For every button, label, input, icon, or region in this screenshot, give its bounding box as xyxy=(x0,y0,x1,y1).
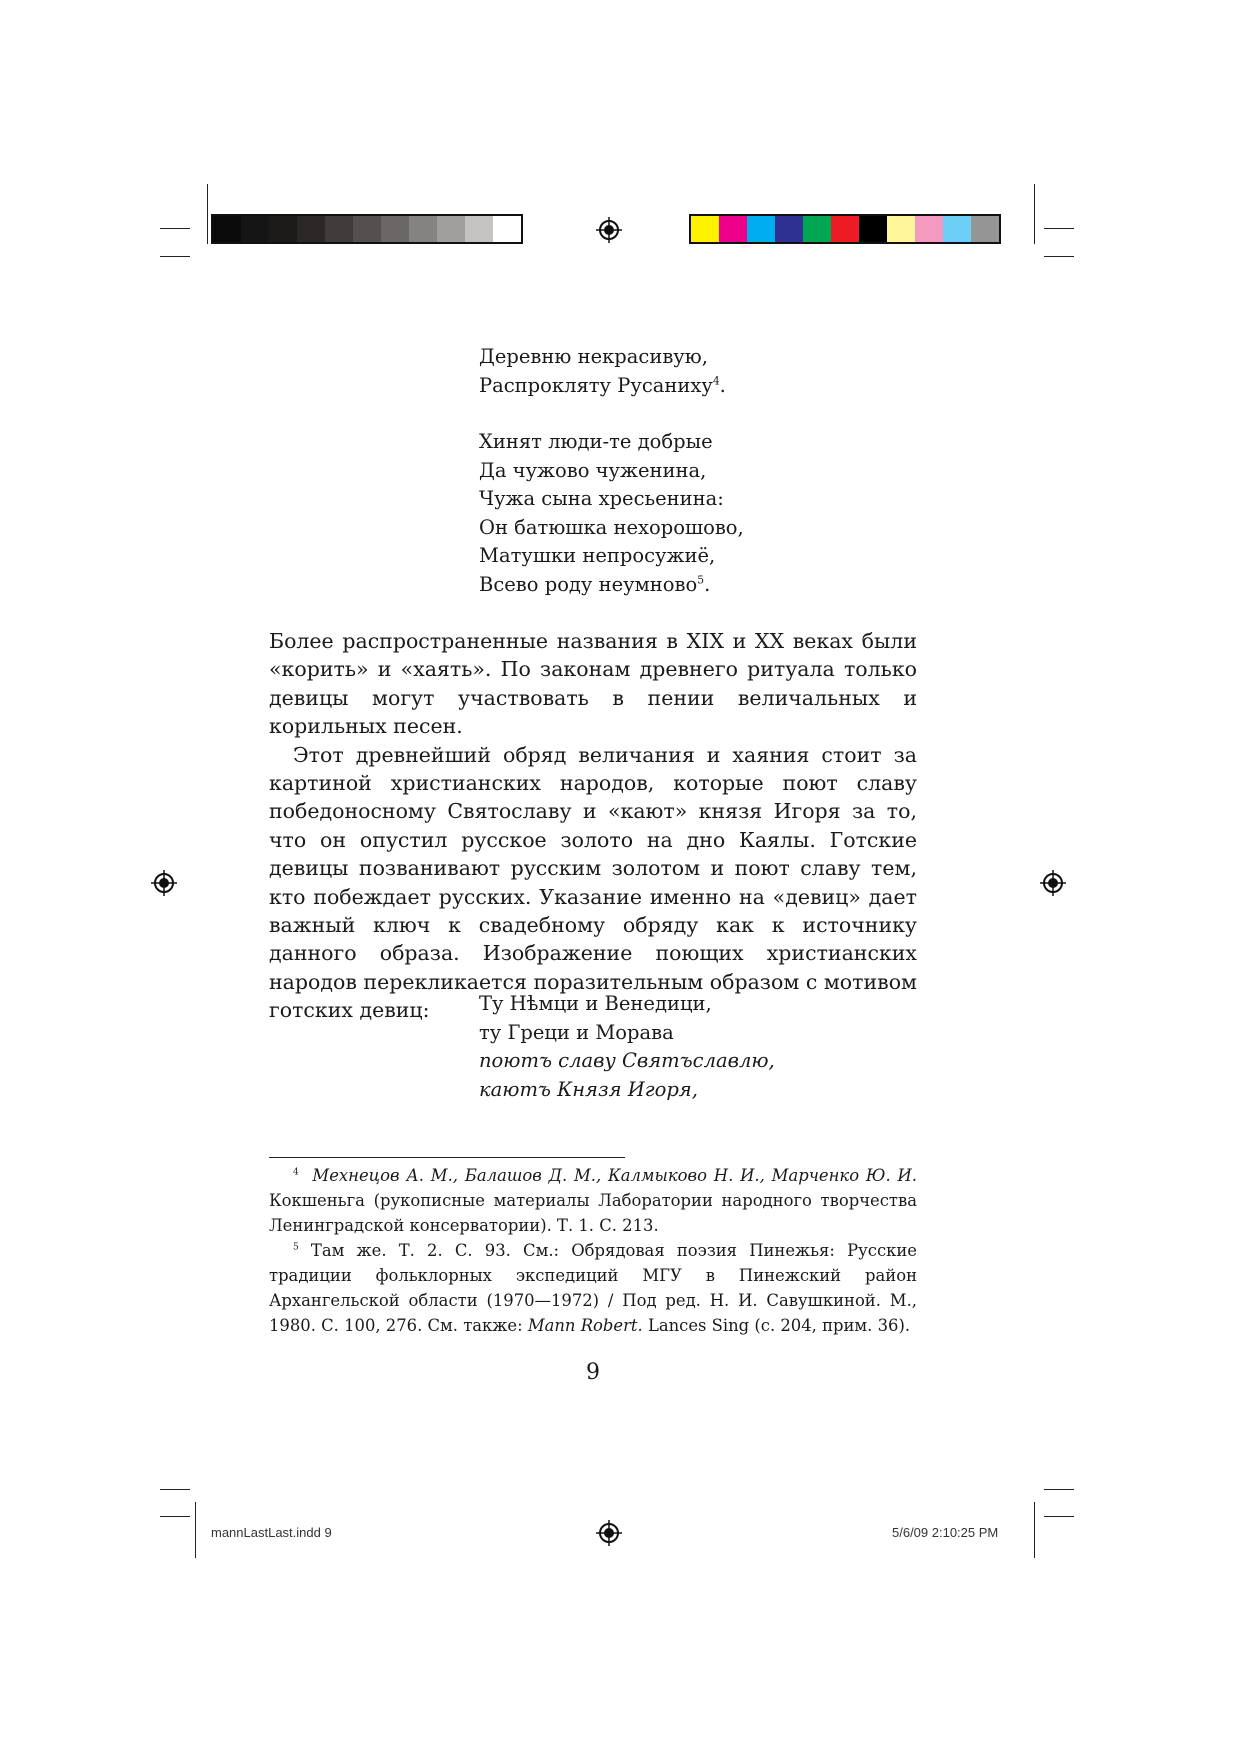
verse-stanza-1 xyxy=(479,343,726,400)
verse-stanza-2 xyxy=(479,428,744,599)
crop-mark xyxy=(207,184,208,244)
verse-line: Ту Нѣмци и Венедици, xyxy=(479,992,712,1015)
crop-mark xyxy=(160,228,190,229)
crop-mark xyxy=(1044,228,1074,229)
color-swatch xyxy=(803,216,831,242)
color-swatch xyxy=(437,216,465,242)
color-swatch xyxy=(241,216,269,242)
verse-line: Да чужово чуженина, xyxy=(479,458,707,482)
crop-mark xyxy=(160,1489,190,1490)
paragraph: Этот древнейший обряд величания и хаяния стоит за картиной христианских народов, которые поют славу победоносному Святославу и «кают» князя Игоря за то, что он опустил русское золото на дно Каялы. Готские девицы позванивают русским золотом и поют славу тем, кто побеждает русских. Указание именно на «девиц» дает важный ключ к свадебному обряду как к источнику данного образа. Изображение поющих христианских народов перекликается поразительным образом с мотивом готских девиц: xyxy=(269,742,917,1023)
footnote-number: 5 xyxy=(293,1242,299,1253)
registration-mark-icon xyxy=(596,1520,622,1546)
verse-line: каютъ Князя Игоря, xyxy=(479,1077,698,1101)
footnote-ref[interactable]: 4 xyxy=(712,374,720,387)
color-swatch xyxy=(325,216,353,242)
color-swatch xyxy=(859,216,887,242)
color-swatch xyxy=(465,216,493,242)
color-swatch xyxy=(719,216,747,242)
color-swatch xyxy=(887,216,915,242)
color-swatch xyxy=(213,216,241,242)
color-swatch xyxy=(691,216,719,242)
color-swatch xyxy=(971,216,999,242)
crop-mark xyxy=(1034,1502,1035,1558)
footnote-author: Mann Robert. xyxy=(527,1316,643,1335)
color-swatch xyxy=(297,216,325,242)
verse-line: Всево роду неумново$^5$. xyxy=(479,572,711,596)
verse-line: ту Греци и Морава xyxy=(479,1020,674,1044)
verse-line: Деревню некрасивую, xyxy=(479,345,708,368)
footnote-number: 4 xyxy=(293,1167,299,1178)
crop-mark xyxy=(1044,1516,1074,1517)
footnotes xyxy=(269,1163,917,1338)
verse-line: Матушки непросужиё, xyxy=(479,544,716,567)
footnote-separator xyxy=(269,1157,625,1158)
verse-line: Он батюшка нехорошово, xyxy=(479,515,744,539)
registration-mark-icon xyxy=(1040,870,1066,896)
color-swatch xyxy=(943,216,971,242)
page-number: 9 xyxy=(586,1360,600,1385)
color-swatch xyxy=(747,216,775,242)
color-swatch xyxy=(493,216,521,242)
crop-mark xyxy=(1044,1489,1074,1490)
slug-filename: mannLastLast.indd 9 xyxy=(211,1525,332,1540)
verse-line: Чужа сына хресьенина: xyxy=(479,487,724,510)
crop-mark xyxy=(195,1502,196,1558)
color-swatch xyxy=(381,216,409,242)
paragraph: Более распространенные названия в XIX и XX веках были «корить» и «хаять». По законам древнего ритуала только девицы могут участвовать в пении величальных и корильных песен. xyxy=(269,629,917,739)
verse-line: Распрокляту Русаниху$^4$. xyxy=(479,373,726,397)
crop-mark xyxy=(1044,256,1074,257)
footnote-authors: Мехнецов А. М., Балашов Д. М., Калмыково Н. И., Марченко Ю. И. xyxy=(312,1166,918,1185)
color-swatch xyxy=(269,216,297,242)
verse-line: поютъ славу Святъславлю, xyxy=(479,1049,775,1072)
crop-mark xyxy=(160,1516,190,1517)
verse-line: Хинят люди-те добрые xyxy=(479,430,713,453)
color-swatch xyxy=(353,216,381,242)
crop-mark xyxy=(160,256,190,257)
footnote-ref[interactable]: 5 xyxy=(697,573,705,586)
footnote-text: Там же. Т. 2. С. 93. См.: Обрядовая поэзия Пинежья: Русские традиции фольклорных экспедиций МГУ в Пинежский район Архангельской области (1970—1972) / Под ред. Н. И. Савушкиной. М., 1980. С. 100, 276. См. также: xyxy=(269,1241,917,1335)
verse-stanza-3 xyxy=(479,990,775,1104)
footnote-5 xyxy=(269,1238,917,1338)
process-color-bar xyxy=(689,214,1001,244)
color-swatch xyxy=(831,216,859,242)
crop-mark xyxy=(1034,184,1035,244)
registration-mark-icon xyxy=(151,870,177,896)
footnote-4 xyxy=(269,1163,917,1238)
footnote-text: Lances Sing (с. 204, прим. 36). xyxy=(642,1316,911,1335)
slug-timestamp: 5/6/09 2:10:25 PM xyxy=(892,1525,999,1540)
grayscale-color-bar xyxy=(211,214,523,244)
color-swatch xyxy=(915,216,943,242)
footnote-text: Кокшеньга (рукописные материалы Лаборатории народного творчества Ленинградской консерватории). Т. 1. С. 213. xyxy=(269,1191,917,1235)
registration-mark-icon xyxy=(596,217,622,243)
color-swatch xyxy=(775,216,803,242)
color-swatch xyxy=(409,216,437,242)
body-text xyxy=(269,627,917,1025)
